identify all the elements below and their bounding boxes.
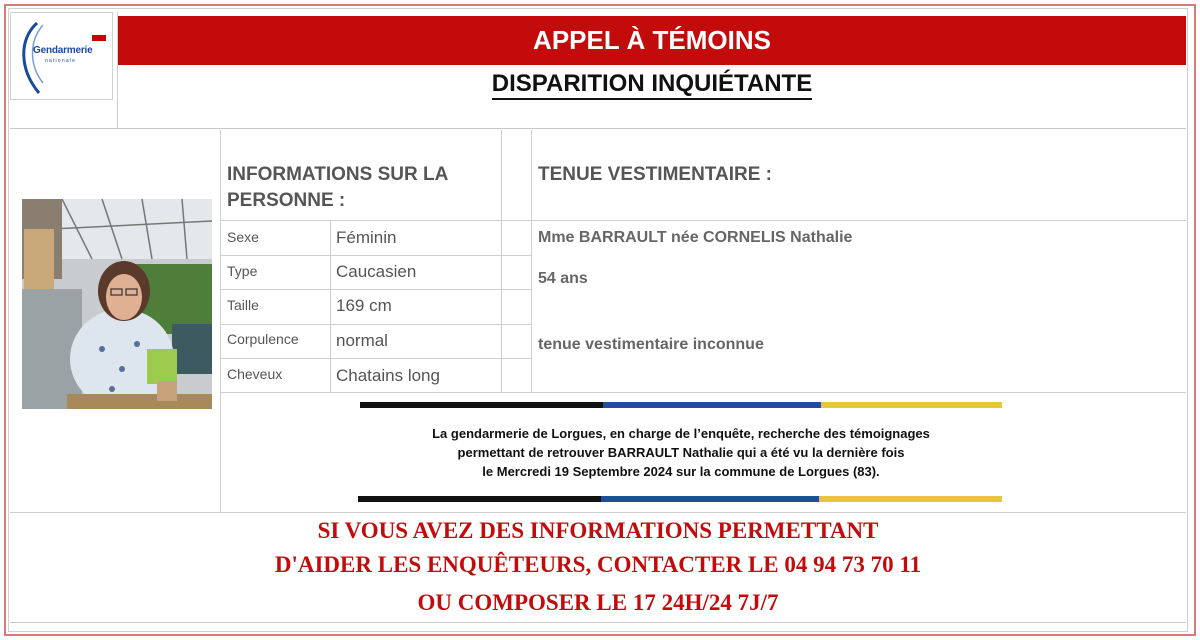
top-stripe — [360, 402, 1002, 408]
row-label-corpulence: Corpulence — [227, 331, 299, 347]
stripe-blue — [603, 402, 821, 408]
cta-line3: OU COMPOSER LE 17 24H/24 7J/7 — [417, 590, 779, 615]
logo-name: Gendarmerie — [33, 45, 93, 56]
grid-line — [220, 289, 531, 290]
logo-flag — [92, 35, 106, 41]
row-value-taille: 169 cm — [336, 296, 392, 315]
stripe-dark — [358, 496, 601, 502]
page-subtitle — [118, 70, 1186, 110]
person-info-title-line2: PERSONNE : — [227, 190, 346, 211]
clothing-title: TENUE VESTIMENTAIRE : — [538, 164, 772, 185]
row-label-taille: Taille — [227, 297, 259, 313]
bottom-stripe — [358, 496, 1002, 502]
notice-line3: le Mercredi 19 Septembre 2024 sur la commune de Lorgues (83). — [482, 464, 880, 479]
logo-subtitle: nationale — [45, 58, 77, 64]
stripe-blue — [601, 496, 819, 502]
person-info-title — [227, 162, 448, 214]
row-value-cheveux: Chatains long — [336, 366, 440, 385]
grid-line — [330, 220, 331, 392]
row-label-type: Type — [227, 263, 258, 279]
grid-line — [531, 130, 532, 392]
stripe-yellow — [821, 402, 1002, 408]
stripe-yellow — [819, 496, 1002, 502]
cta-line2: D'AIDER LES ENQUÊTEURS, CONTACTER LE 04 94 73 70 11 — [274, 552, 922, 577]
grid-line — [220, 130, 221, 512]
grid-line — [220, 392, 1186, 393]
person-age: 54 ans — [538, 270, 588, 287]
row-value-type: Caucasien — [336, 262, 417, 281]
grid-line — [10, 512, 1186, 513]
clothing-description: tenue vestimentaire inconnue — [538, 336, 764, 353]
subtitle-text: DISPARITION INQUIÉTANTE — [492, 70, 812, 100]
row-label-sexe: Sexe — [227, 229, 259, 245]
person-name: Mme BARRAULT née CORNELIS Nathalie — [538, 229, 853, 246]
cta-line1: SI VOUS AVEZ DES INFORMATIONS PERMETTANT — [317, 518, 879, 543]
grid-line — [220, 220, 1186, 221]
logo-swoosh-icon — [15, 17, 109, 97]
footer-separator — [10, 622, 1186, 623]
header-separator — [10, 128, 1186, 129]
grid-line — [220, 324, 531, 325]
stripe-dark — [360, 402, 603, 408]
grid-line — [220, 255, 531, 256]
row-label-cheveux: Cheveux — [227, 366, 283, 382]
row-value-corpulence: normal — [336, 331, 388, 350]
gendarmerie-logo — [10, 12, 113, 100]
person-info-title-line1: INFORMATIONS SUR LA — [227, 164, 449, 185]
notice-line2: permettant de retrouver BARRAULT Nathalie qui a été vu la dernière fois — [457, 445, 905, 460]
row-value-sexe: Féminin — [336, 228, 397, 247]
grid-line — [501, 130, 502, 392]
appeal-banner: APPEL À TÉMOINS — [118, 16, 1186, 65]
investigation-notice — [360, 424, 1002, 481]
missing-person-photo — [22, 199, 212, 409]
notice-line1: La gendarmerie de Lorgues, en charge de l’enquête, recherche des témoignages — [432, 426, 930, 441]
grid-line — [220, 358, 531, 359]
